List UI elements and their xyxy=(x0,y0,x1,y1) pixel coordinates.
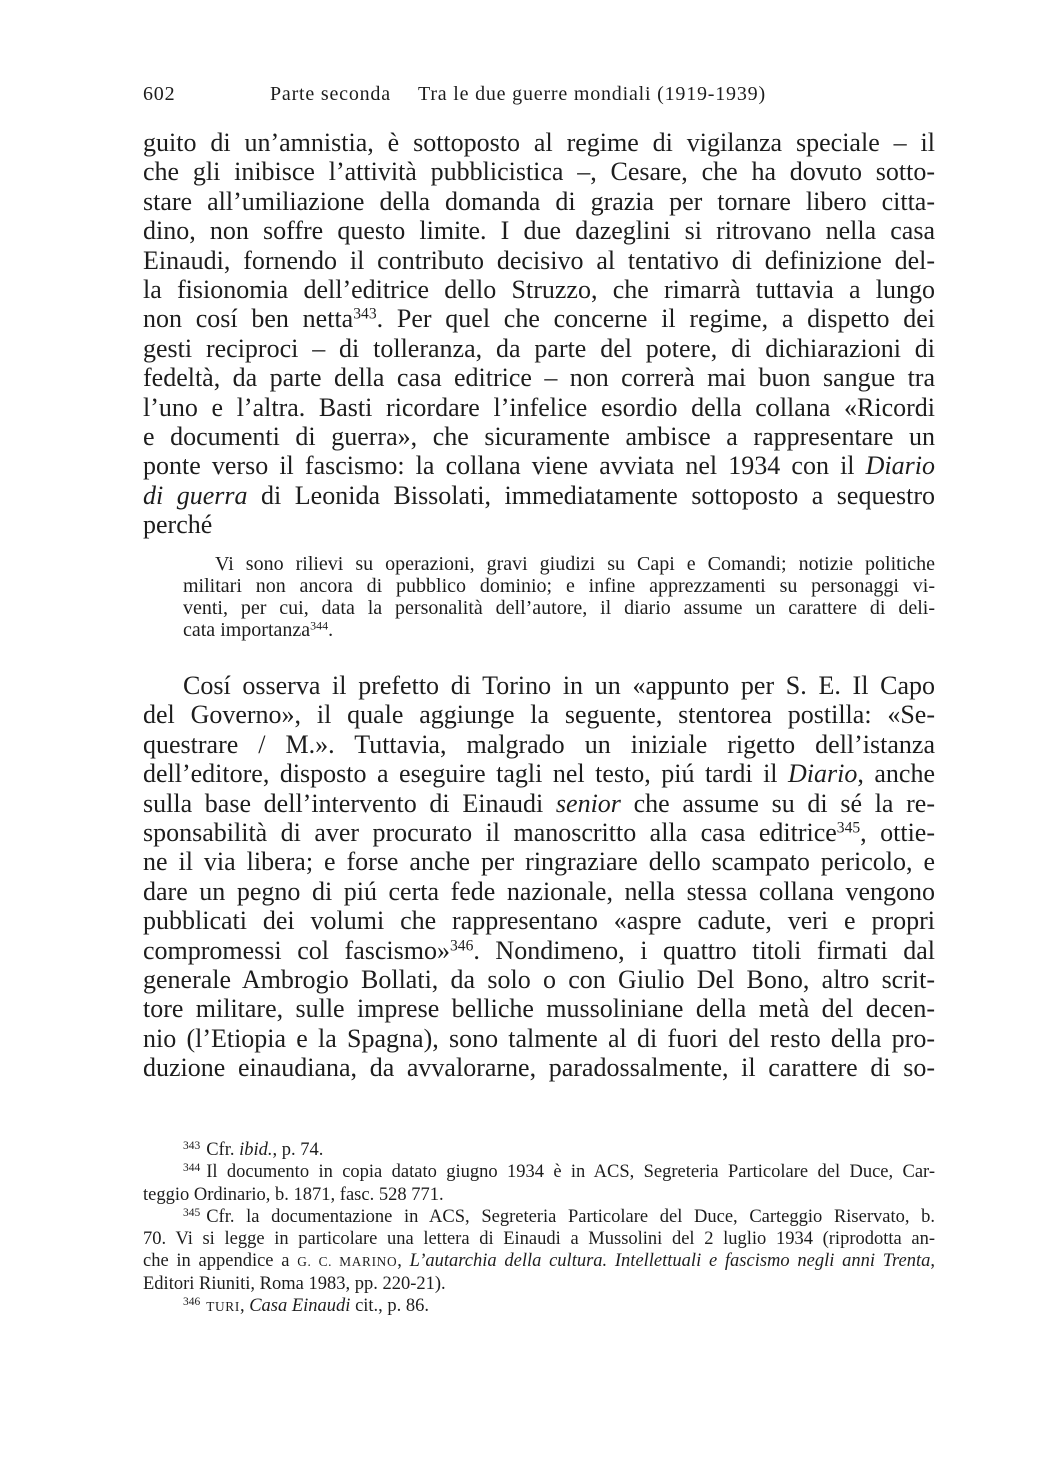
text-run: . Nondimeno, i quattro titoli firmati dal xyxy=(473,935,935,965)
text-line xyxy=(143,246,935,275)
text-line xyxy=(143,1295,935,1317)
text-run: , anche xyxy=(857,759,935,789)
text-line xyxy=(143,700,935,729)
text-run: militari non ancora di pubblico dominio; e infine apprezzamenti su personaggi vi- xyxy=(183,575,935,597)
text-run: fedeltà, da parte della casa editrice – non correrà mai buon sangue tra xyxy=(143,363,935,393)
italic-text-run: Diario xyxy=(865,451,935,481)
text-run: cata importanza xyxy=(183,619,311,641)
text-line xyxy=(143,671,935,700)
small-caps-author-name: G. C. MARINO xyxy=(297,1254,398,1270)
italic-text-run: di guerra xyxy=(143,480,248,510)
text-run: Il documento in copia datato giugno 1934 è in ACS, Segreteria Particolare del Duce, Car- xyxy=(206,1162,935,1183)
text-run: venti, per cui, data la personalità dell’autore, il diario assume un carattere di deli- xyxy=(183,597,935,619)
body-paragraph xyxy=(143,128,935,539)
text-run: . Per quel che concerne il regime, a dispetto dei xyxy=(376,304,935,334)
text-run: Vi sono rilievi su operazioni, gravi giudizi su Capi e Comandi; notizie politiche xyxy=(215,553,935,575)
text-line xyxy=(143,965,935,994)
italic-text-run: ibid. xyxy=(239,1140,273,1160)
small-caps-author-name: TURI xyxy=(206,1299,240,1315)
text-run: tore militare, sulle imprese belliche mussoliniane della metà del decen- xyxy=(143,994,935,1024)
text-run: dare un pegno di piú certa fede nazionale, nella stessa collana vengono xyxy=(143,876,935,906)
text-line xyxy=(143,1184,935,1206)
text-run: cit., p. 86. xyxy=(350,1296,430,1317)
text-line xyxy=(143,481,935,510)
footnote-number: 345 xyxy=(183,1206,201,1219)
text-line xyxy=(143,936,935,965)
text-line xyxy=(143,789,935,818)
text-run: dell’editore, disposto a eseguire tagli nel testo, piú tardi il xyxy=(143,759,789,789)
text-run: sponsabilità di aver procurato il manoscritto alla casa editrice xyxy=(143,817,837,847)
text-run: che gli inibisce l’attività pubblicistica –, Cesare, che ha dovuto sotto- xyxy=(143,157,935,187)
text-run: perché xyxy=(143,510,213,540)
text-run: nio (l’Etiopia e la Spagna), sono talmente al di fuori del resto della pro- xyxy=(143,1023,935,1053)
text-line xyxy=(143,847,935,876)
text-run: duzione einaudiana, da avvalorarne, paradossalmente, il carattere di so- xyxy=(143,1053,935,1083)
body-paragraph xyxy=(143,671,935,1082)
text-run: Cfr. la documentazione in ACS, Segreteria Particolare del Duce, Carteggio Riservato, b. xyxy=(206,1206,935,1227)
footnote xyxy=(143,1161,935,1206)
text-line xyxy=(143,187,935,216)
italic-text-run: Casa Einaudi xyxy=(249,1296,351,1317)
text-run: , xyxy=(239,1296,250,1317)
text-run: , xyxy=(397,1251,410,1272)
text-line xyxy=(143,422,935,451)
footnote-reference: 346 xyxy=(449,936,474,954)
text-run: , ottie- xyxy=(860,817,935,847)
text-run: compromessi col fascismo» xyxy=(143,935,450,965)
text-line xyxy=(143,1206,935,1228)
footnotes xyxy=(143,1139,935,1317)
running-head-part: Parte seconda xyxy=(270,83,391,105)
text-run: Einaudi, fornendo il contributo decisivo al tentativo di definizione del- xyxy=(143,245,935,275)
text-line xyxy=(143,304,935,333)
text-line xyxy=(143,1161,935,1183)
footnote-number: 344 xyxy=(183,1162,201,1174)
text-run: ponte verso il fascismo: la collana viene avviata nel 1934 con il xyxy=(143,451,866,481)
text-run: del Governo», il quale aggiunge la seguente, stentorea postilla: «Se- xyxy=(143,700,935,730)
text-run: generale Ambrogio Bollati, da solo o con Giulio Del Bono, altro scrit- xyxy=(143,964,935,994)
text-line xyxy=(183,619,935,641)
text-run: gesti reciproci – di tolleranza, da parte del potere, di dichiarazioni di xyxy=(143,333,935,363)
text-line xyxy=(143,157,935,186)
text-run: . xyxy=(328,619,334,641)
footnote-reference: 343 xyxy=(353,305,377,323)
text-line xyxy=(143,994,935,1023)
footnote-reference: 345 xyxy=(836,819,861,837)
text-line xyxy=(143,1053,935,1082)
text-run: non cosí ben netta xyxy=(143,304,354,334)
text-run: che in appendice a xyxy=(143,1251,298,1272)
text-line xyxy=(143,1024,935,1053)
text-run: Cosí osserva il prefetto di Torino in un «appunto per S. E. Il Capo xyxy=(183,671,935,700)
text-line xyxy=(143,216,935,245)
text-line xyxy=(143,393,935,422)
footnote xyxy=(143,1139,935,1161)
text-run: sulla base dell’intervento di Einaudi xyxy=(143,788,556,818)
text-run: l’uno e l’altra. Basti ricordare l’infelice esordio della collana «Ricordi xyxy=(143,392,935,422)
text-line xyxy=(143,877,935,906)
text-line xyxy=(143,451,935,480)
page-number: 602 xyxy=(143,83,176,105)
text-run: questrare / M.». Tuttavia, malgrado un iniziale rigetto dell’istanza xyxy=(143,729,935,759)
text-line xyxy=(183,597,935,619)
text-run: pubblicati dei volumi che rappresentano «aspre cadute, veri e propri xyxy=(143,906,935,936)
text-run: Cfr. xyxy=(206,1140,240,1160)
text-line xyxy=(143,1250,935,1272)
text-run: che assume su di sé la re- xyxy=(620,788,936,818)
text-line xyxy=(143,128,935,157)
text-line xyxy=(183,553,935,575)
block-quote xyxy=(183,553,935,641)
text-run: stare all’umiliazione della domanda di grazia per tornare libero citta- xyxy=(143,186,935,216)
text-run: di Leonida Bissolati, immediatamente sottoposto a sequestro xyxy=(247,480,936,510)
text-run: e documenti di guerra», che sicuramente ambisce a rappresentare un xyxy=(143,421,935,451)
italic-text-run: L’autarchia della cultura. Intellettuali e fascismo negli anni Trenta xyxy=(409,1251,931,1272)
text-run: , xyxy=(930,1251,935,1272)
footnote xyxy=(143,1295,935,1317)
text-line xyxy=(143,510,935,539)
running-head-title: Tra le due guerre mondiali (1919-1939) xyxy=(418,83,766,105)
text-run: guito di un’amnistia, è sottoposto al regime di vigilanza speciale – il xyxy=(143,128,935,157)
text-run: dino, non soffre questo limite. I due dazeglini si ritrovano nella casa xyxy=(143,216,935,246)
text-line xyxy=(143,1273,935,1295)
text-run: la fisionomia dell’editrice dello Struzzo, che rimarrà tuttavia a lungo xyxy=(143,274,935,304)
italic-text-run: Diario xyxy=(788,759,858,789)
text-line xyxy=(143,730,935,759)
text-line xyxy=(143,275,935,304)
text-line xyxy=(143,906,935,935)
text-line xyxy=(143,1228,935,1250)
running-head xyxy=(0,82,1046,106)
text-line xyxy=(143,334,935,363)
text-run: ne il via libera; e forse anche per ringraziare dello scampato pericolo, e xyxy=(143,847,935,877)
italic-text-run: senior xyxy=(555,788,621,818)
text-line xyxy=(143,363,935,392)
footnote-reference: 344 xyxy=(310,618,329,633)
footnote-number: 343 xyxy=(183,1139,201,1152)
text-run: 70. Vi si legge in particolare una lettera di Einaudi a Mussolini del 2 luglio 1934 (riprodotta an- xyxy=(143,1229,935,1250)
text-run: teggio Ordinario, b. 1871, fasc. 528 771. xyxy=(143,1184,444,1205)
footnote xyxy=(143,1206,935,1295)
text-run: Editori Riuniti, Roma 1983, pp. 220-21). xyxy=(143,1273,446,1294)
text-line xyxy=(183,575,935,597)
text-line xyxy=(143,759,935,788)
text-run: , p. 74. xyxy=(272,1140,324,1160)
text-line xyxy=(143,818,935,847)
text-line xyxy=(143,1139,935,1161)
footnote-number: 346 xyxy=(183,1295,201,1308)
